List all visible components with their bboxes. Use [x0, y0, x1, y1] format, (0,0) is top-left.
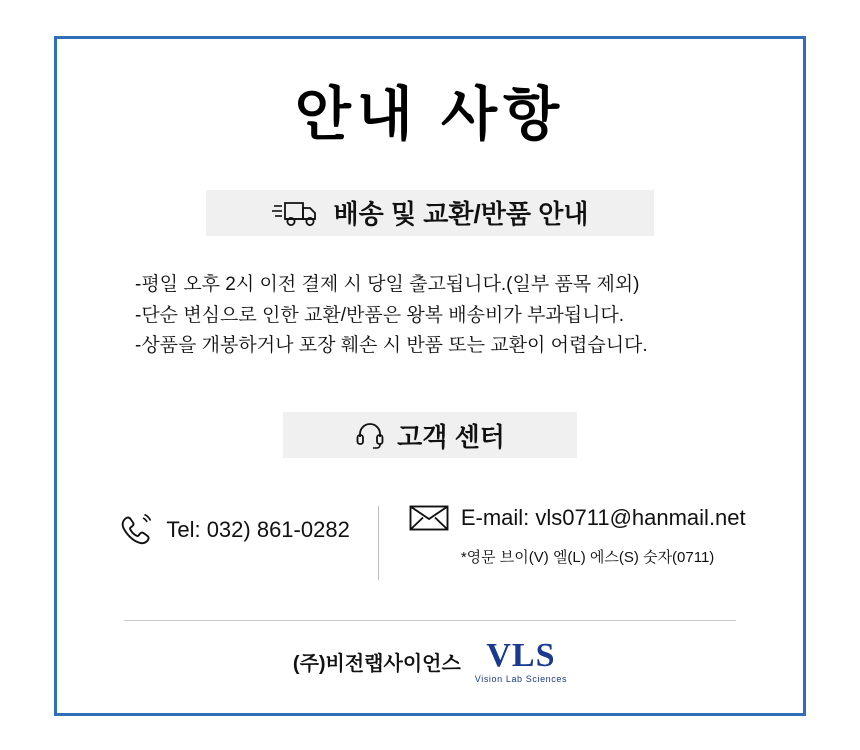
shipping-notice-list: [57, 270, 803, 362]
email-contact: [379, 504, 746, 567]
vls-logo: [475, 639, 567, 684]
shipping-heading-band: [206, 190, 654, 236]
phone-number: Tel: 032) 861-0282: [166, 517, 350, 543]
footer: [57, 639, 803, 684]
customer-center-heading-band: [283, 412, 577, 458]
shipping-heading-label: 배송 및 교환/반품 안내: [333, 199, 589, 230]
phone-ringing-icon: [114, 510, 154, 550]
logo-text: VLS: [486, 637, 556, 675]
logo-subtitle: Vision Lab Sciences: [474, 674, 568, 685]
list-item: -평일 오후 2시 이전 결제 시 당일 출고됩니다.(일부 품목 제외): [135, 273, 640, 295]
company-name: (주)비전랩사이언스: [292, 653, 461, 676]
delivery-truck-icon: [272, 197, 322, 229]
envelope-icon: [409, 504, 449, 532]
email-note: *영문 브이(V) 엘(L) 에스(S) 숫자(0711): [460, 549, 715, 567]
headset-icon: [355, 421, 385, 449]
email-address: E-mail: vls0711@hanmail.net: [460, 505, 746, 531]
list-item: -단순 변심으로 인한 교환/반품은 왕복 배송비가 부과됩니다.: [135, 304, 625, 326]
phone-contact: [114, 504, 377, 550]
footer-divider: [124, 620, 736, 621]
page-title: 안내 사항: [294, 82, 566, 147]
notice-card: [54, 36, 806, 716]
customer-center-heading-label: 고객 센터: [397, 421, 505, 452]
email-row: [409, 504, 746, 532]
contact-block: [57, 504, 803, 580]
list-item: -상품을 개봉하거나 포장 훼손 시 반품 또는 교환이 어렵습니다.: [135, 335, 648, 357]
